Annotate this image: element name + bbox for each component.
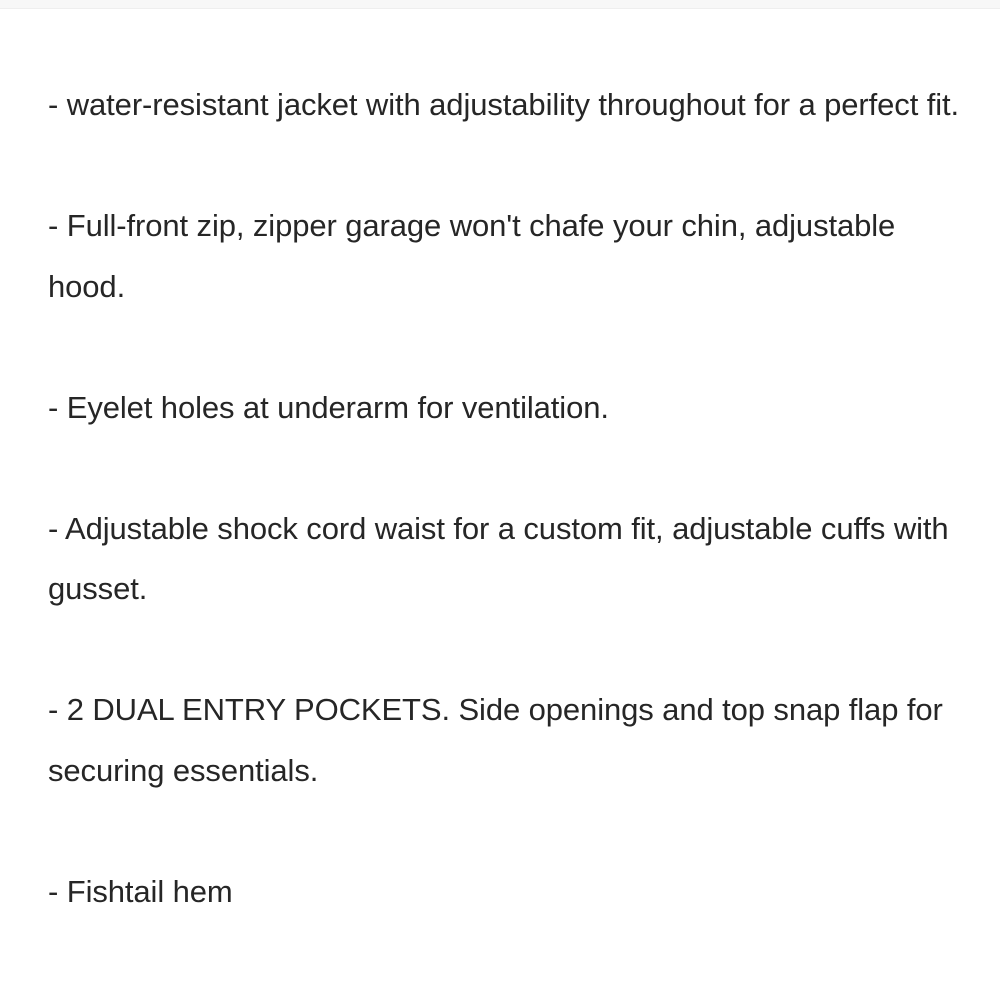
product-description <box>48 75 978 983</box>
description-item: - Adjustable shock cord waist for a custom fit, adjustable cuffs with gusset. <box>48 510 949 606</box>
cut-off-header <box>0 0 1000 9</box>
description-item: - Fishtail hem <box>48 873 233 909</box>
description-item: - water-resistant jacket with adjustability throughout for a perfect fit. <box>48 87 960 122</box>
description-item: - 2 DUAL ENTRY POCKETS. Side openings and top snap flap for securing essentials. <box>48 692 943 788</box>
description-item: - Eyelet holes at underarm for ventilation. <box>48 389 609 425</box>
description-item: - Full-front zip, zipper garage won't chafe your chin, adjustable hood. <box>48 208 896 304</box>
